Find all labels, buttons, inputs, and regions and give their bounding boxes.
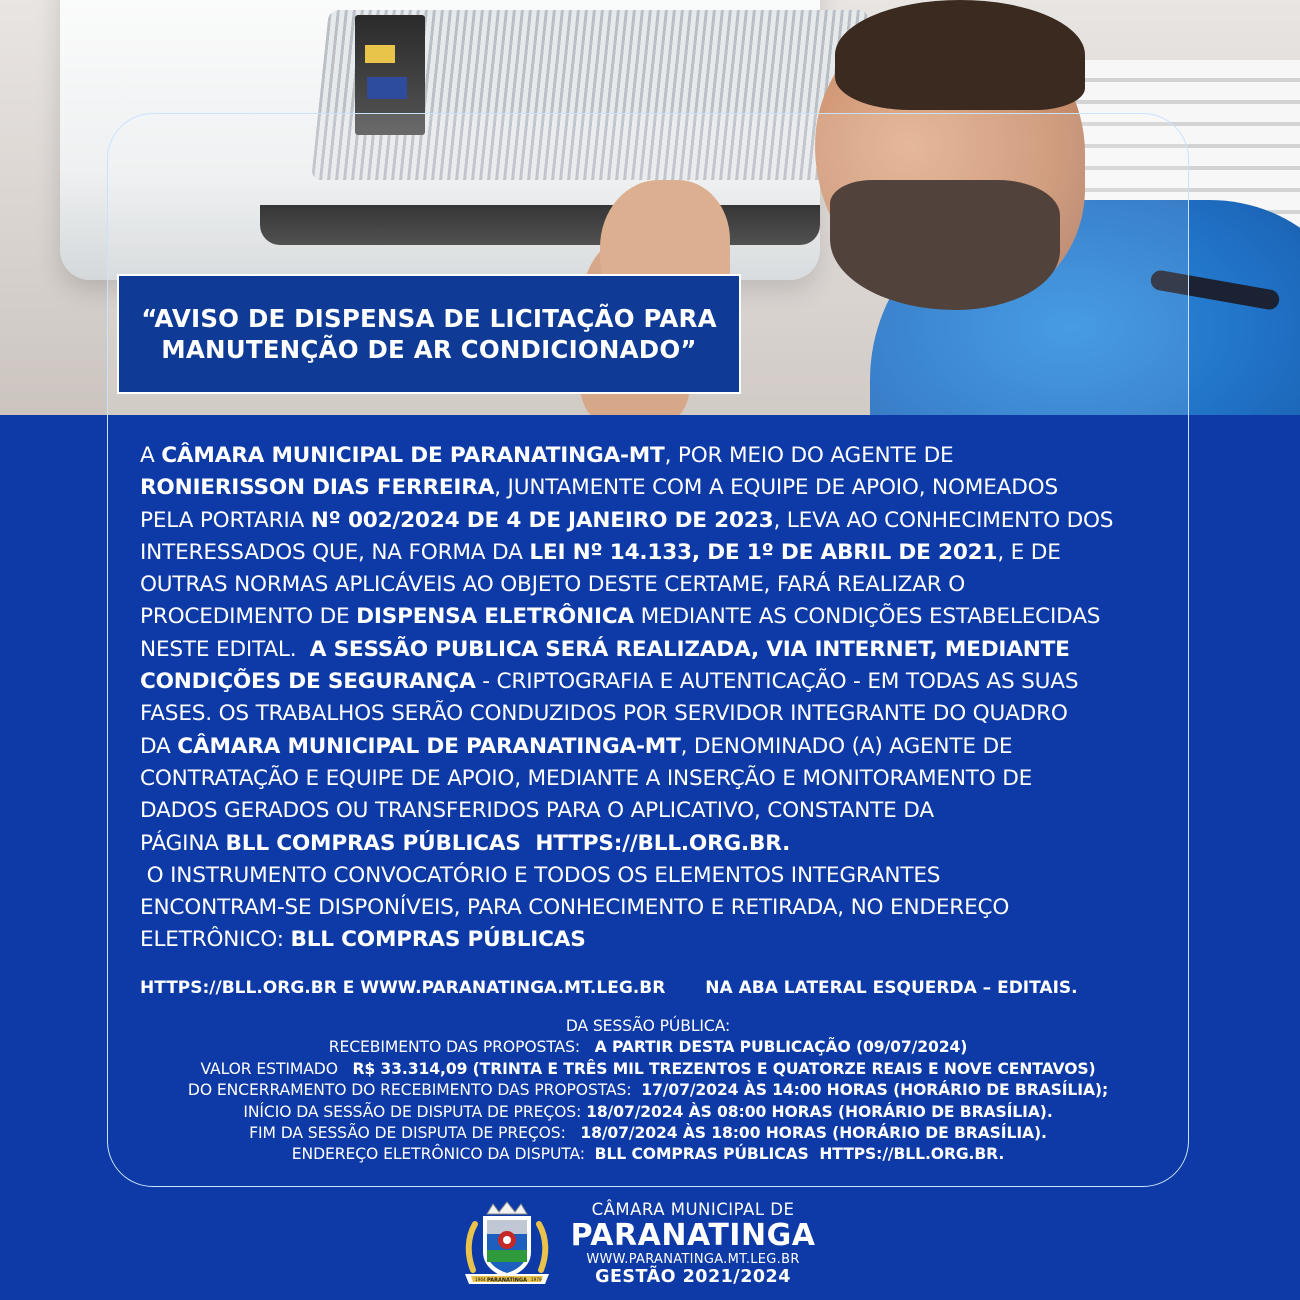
- body-line: [140, 440, 1190, 472]
- crest-ribbon: PARANATINGA: [487, 1277, 527, 1284]
- body-text: , E DE: [997, 539, 1061, 565]
- website-links: HTTPS://BLL.ORG.BR E WWW.PARANATINGA.MT.LEG.BR: [140, 978, 666, 998]
- session-label: DO ENCERRAMENTO DO RECEBIMENTO DAS PROPOSTAS:: [187, 1081, 642, 1100]
- body-line: [140, 860, 1190, 892]
- notice-title: [141, 303, 717, 365]
- body-text: NESTE EDITAL.: [140, 636, 310, 662]
- notice-title-line-2: MANUTENÇÃO DE AR CONDICIONADO”: [161, 335, 697, 364]
- body-text: , JUNTAMENTE COM A EQUIPE DE APOIO, NOMEADOS: [494, 475, 1058, 501]
- body-emphasis: LEI Nº 14.133, DE 1º DE ABRIL DE 2021: [529, 539, 998, 565]
- body-line: [140, 795, 1190, 827]
- session-value: 17/07/2024 ÀS 14:00 HORAS (HORÁRIO DE BRASÍLIA);: [641, 1081, 1109, 1100]
- crest-right-year: 1979: [531, 1277, 542, 1282]
- session-row-closing: [107, 1080, 1189, 1101]
- body-text: , LEVA AO CONHECIMENTO DOS: [773, 507, 1114, 533]
- body-text: FASES. OS TRABALHOS SERÃO CONDUZIDOS POR SERVIDOR INTEGRANTE DO QUADRO: [140, 701, 1068, 727]
- body-line: [140, 892, 1190, 924]
- session-label: VALOR ESTIMADO: [200, 1059, 353, 1078]
- body-emphasis: RONIERISSON DIAS FERREIRA: [140, 475, 495, 501]
- session-row-proposals: [107, 1037, 1189, 1058]
- body-line: [140, 698, 1190, 730]
- session-value: 18/07/2024 ÀS 08:00 HORAS (HORÁRIO DE BRASÍLIA).: [586, 1102, 1053, 1121]
- body-emphasis: Nº 002/2024 DE 4 DE JANEIRO DE 2023: [310, 507, 774, 533]
- body-text: ELETRÔNICO:: [140, 927, 291, 953]
- footer-website: WWW.PARANATINGA.MT.LEG.BR: [586, 1252, 800, 1267]
- session-row-address: [107, 1144, 1189, 1165]
- session-heading: [107, 1016, 1189, 1037]
- body-text: PÁGINA: [140, 830, 226, 856]
- footer-brand: [553, 1200, 833, 1288]
- body-line: [140, 666, 1190, 698]
- session-heading-text: DA SESSÃO PÚBLICA:: [565, 1017, 731, 1035]
- body-emphasis: DISPENSA ELETRÔNICA: [356, 604, 634, 630]
- body-text: OUTRAS NORMAS APLICÁVEIS AO OBJETO DESTE CERTAME, FARÁ REALIZAR O: [140, 572, 966, 598]
- body-line: [140, 505, 1190, 537]
- body-line: [140, 601, 1190, 633]
- body-line: [140, 828, 1190, 860]
- body-text: , POR MEIO DO AGENTE DE: [664, 443, 954, 468]
- notice-title-box: [117, 274, 741, 394]
- session-label: INÍCIO DA SESSÃO DE DISPUTA DE PREÇOS:: [243, 1102, 587, 1121]
- body-text: MEDIANTE AS CONDIÇÕES ESTABELECIDAS: [633, 604, 1101, 630]
- body-emphasis: CONDIÇÕES DE SEGURANÇA: [140, 669, 476, 695]
- body-text: , DENOMINADO (A) AGENTE DE: [680, 733, 1013, 759]
- footer-city-name: PARANATINGA: [570, 1218, 816, 1253]
- session-row-start: [107, 1102, 1189, 1123]
- body-text: ENCONTRAM-SE DISPONÍVEIS, PARA CONHECIMENTO E RETIRADA, NO ENDEREÇO: [140, 895, 1010, 921]
- crest-left-year: 1964: [475, 1277, 486, 1282]
- notice-title-line-1: “AVISO DE DISPENSA DE LICITAÇÃO PARA: [141, 304, 717, 333]
- body-line: [140, 634, 1190, 666]
- session-label: ENDEREÇO ELETRÔNICO DA DISPUTA:: [291, 1145, 595, 1164]
- bll-link-text: BLL COMPRAS PÚBLICAS HTTPS://BLL.ORG.BR.: [225, 830, 791, 856]
- body-line: [140, 569, 1190, 601]
- session-row-end: [107, 1123, 1189, 1144]
- session-value: 18/07/2024 ÀS 18:00 HORAS (HORÁRIO DE BRASÍLIA).: [580, 1124, 1047, 1143]
- body-emphasis: BLL COMPRAS PÚBLICAS: [290, 927, 586, 953]
- body-line: [140, 731, 1190, 763]
- body-text: A: [140, 443, 162, 468]
- body-line: [140, 537, 1190, 569]
- session-value: BLL COMPRAS PÚBLICAS HTTPS://BLL.ORG.BR.: [594, 1145, 1005, 1164]
- session-details: [107, 1016, 1189, 1166]
- body-text: - CRIPTOGRAFIA E AUTENTICAÇÃO - EM TODAS AS SUAS: [475, 669, 1079, 695]
- body-line: [140, 763, 1190, 795]
- session-row-estimated-value: [107, 1059, 1189, 1080]
- body-text: DA: [140, 733, 178, 759]
- links-line: [140, 978, 1190, 998]
- session-value: R$ 33.314,09 (TRINTA E TRÊS MIL TREZENTOS E QUATORZE REAIS E NOVE CENTAVOS): [352, 1059, 1096, 1078]
- technician-hair: [835, 0, 1085, 110]
- body-emphasis: CÂMARA MUNICIPAL DE PARANATINGA-MT: [161, 443, 665, 468]
- body-line: [140, 924, 1190, 956]
- session-label: FIM DA SESSÃO DE DISPUTA DE PREÇOS:: [249, 1124, 581, 1143]
- body-emphasis: A SESSÃO PUBLICA SERÁ REALIZADA, VIA INTERNET, MEDIANTE: [309, 636, 1070, 662]
- body-text: DADOS GERADOS OU TRANSFERIDOS PARA O APLICATIVO, CONSTANTE DA: [140, 798, 934, 824]
- municipal-coat-of-arms-icon: [461, 1200, 553, 1292]
- footer-term: GESTÃO 2021/2024: [595, 1267, 791, 1287]
- body-text: PELA PORTARIA: [140, 507, 311, 533]
- notice-body: [140, 440, 1190, 957]
- body-emphasis: CÂMARA MUNICIPAL DE PARANATINGA-MT: [177, 733, 681, 759]
- body-text: INTERESSADOS QUE, NA FORMA DA: [140, 539, 530, 565]
- body-line: [140, 472, 1190, 504]
- body-text: O INSTRUMENTO CONVOCATÓRIO E TODOS OS ELEMENTOS INTEGRANTES: [140, 862, 941, 888]
- body-text: PROCEDIMENTO DE: [140, 604, 357, 630]
- session-label: RECEBIMENTO DAS PROPOSTAS:: [328, 1038, 595, 1057]
- footer-chamber-label: CÂMARA MUNICIPAL DE: [591, 1200, 795, 1219]
- body-text: CONTRATAÇÃO E EQUIPE DE APOIO, MEDIANTE A INSERÇÃO E MONITORAMENTO DE: [140, 765, 1033, 791]
- session-value: A PARTIR DESTA PUBLICAÇÃO (09/07/2024): [594, 1038, 968, 1057]
- editais-hint: NA ABA LATERAL ESQUERDA – EDITAIS.: [705, 978, 1078, 998]
